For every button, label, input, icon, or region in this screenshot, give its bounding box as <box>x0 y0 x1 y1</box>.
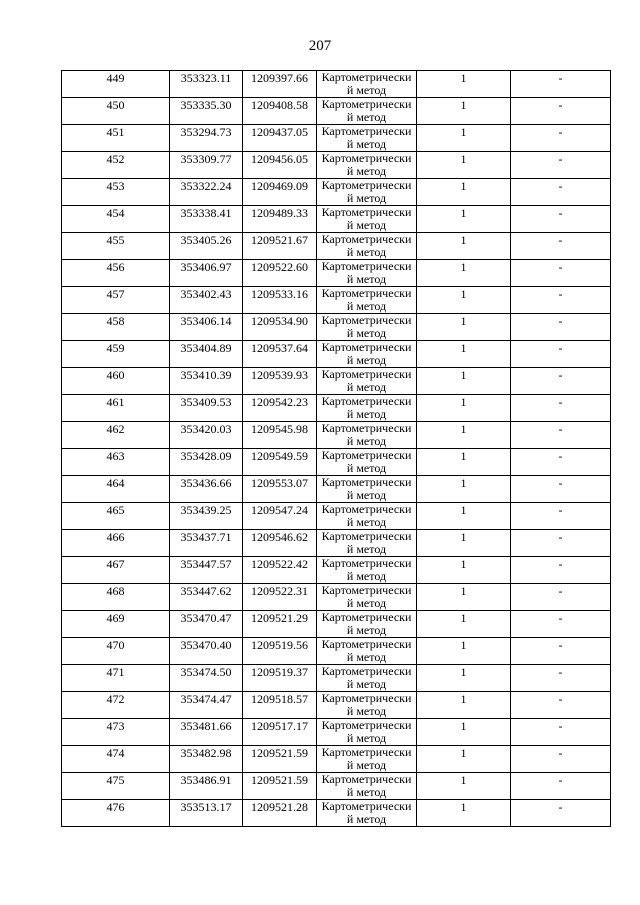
x-coordinate-cell: 353322.24 <box>170 179 243 206</box>
point-number-cell: 469 <box>62 611 170 638</box>
y-coordinate-cell: 1209521.59 <box>243 746 317 773</box>
table-row <box>62 638 611 665</box>
count-cell: 1 <box>417 314 511 341</box>
table-row <box>62 206 611 233</box>
method-label-line1: Картометрически <box>321 448 412 462</box>
dash-cell: - <box>511 179 611 206</box>
method-cell <box>317 584 417 611</box>
table-row <box>62 530 611 557</box>
x-coordinate-cell: 353309.77 <box>170 152 243 179</box>
x-coordinate-cell: 353481.66 <box>170 719 243 746</box>
method-label-line2: й метод <box>346 326 387 340</box>
method-label-line1: Картометрически <box>321 286 412 300</box>
x-coordinate-cell: 353437.71 <box>170 530 243 557</box>
count-cell: 1 <box>417 71 511 98</box>
count-cell: 1 <box>417 152 511 179</box>
y-coordinate-cell: 1209522.31 <box>243 584 317 611</box>
method-cell <box>317 98 417 125</box>
point-number-cell: 474 <box>62 746 170 773</box>
count-cell: 1 <box>417 260 511 287</box>
method-cell <box>317 503 417 530</box>
dash-cell: - <box>511 800 611 827</box>
x-coordinate-cell: 353470.47 <box>170 611 243 638</box>
y-coordinate-cell: 1209537.64 <box>243 341 317 368</box>
dash-cell: - <box>511 422 611 449</box>
point-number-cell: 458 <box>62 314 170 341</box>
dash-cell: - <box>511 71 611 98</box>
method-cell <box>317 152 417 179</box>
y-coordinate-cell: 1209489.33 <box>243 206 317 233</box>
y-coordinate-cell: 1209518.57 <box>243 692 317 719</box>
method-cell <box>317 71 417 98</box>
count-cell: 1 <box>417 719 511 746</box>
y-coordinate-cell: 1209547.24 <box>243 503 317 530</box>
point-number-cell: 468 <box>62 584 170 611</box>
count-cell: 1 <box>417 530 511 557</box>
method-label-line2: й метод <box>346 515 387 529</box>
dash-cell: - <box>511 719 611 746</box>
x-coordinate-cell: 353294.73 <box>170 125 243 152</box>
point-number-cell: 453 <box>62 179 170 206</box>
method-cell <box>317 638 417 665</box>
method-label-line2: й метод <box>346 623 387 637</box>
x-coordinate-cell: 353447.62 <box>170 584 243 611</box>
y-coordinate-cell: 1209519.56 <box>243 638 317 665</box>
table-row <box>62 98 611 125</box>
x-coordinate-cell: 353338.41 <box>170 206 243 233</box>
count-cell: 1 <box>417 611 511 638</box>
x-coordinate-cell: 353513.17 <box>170 800 243 827</box>
count-cell: 1 <box>417 206 511 233</box>
table-row <box>62 449 611 476</box>
method-label-line1: Картометрически <box>321 394 412 408</box>
method-label-line2: й метод <box>346 353 387 367</box>
count-cell: 1 <box>417 692 511 719</box>
count-cell: 1 <box>417 638 511 665</box>
method-label-line1: Картометрически <box>321 124 412 138</box>
method-label-line2: й метод <box>346 137 387 151</box>
method-label-line2: й метод <box>346 461 387 475</box>
method-label-line1: Картометрически <box>321 799 412 813</box>
x-coordinate-cell: 353439.25 <box>170 503 243 530</box>
point-number-cell: 464 <box>62 476 170 503</box>
y-coordinate-cell: 1209437.05 <box>243 125 317 152</box>
y-coordinate-cell: 1209521.29 <box>243 611 317 638</box>
dash-cell: - <box>511 530 611 557</box>
point-number-cell: 463 <box>62 449 170 476</box>
dash-cell: - <box>511 260 611 287</box>
method-label-line1: Картометрически <box>321 529 412 543</box>
count-cell: 1 <box>417 341 511 368</box>
method-label-line1: Картометрически <box>321 97 412 111</box>
table-row <box>62 341 611 368</box>
table-row <box>62 287 611 314</box>
y-coordinate-cell: 1209522.60 <box>243 260 317 287</box>
count-cell: 1 <box>417 665 511 692</box>
method-label-line2: й метод <box>346 407 387 421</box>
dash-cell: - <box>511 692 611 719</box>
table-row <box>62 665 611 692</box>
dash-cell: - <box>511 503 611 530</box>
point-number-cell: 467 <box>62 557 170 584</box>
method-label-line1: Картометрически <box>321 610 412 624</box>
dash-cell: - <box>511 449 611 476</box>
method-label-line1: Картометрически <box>321 151 412 165</box>
point-number-cell: 470 <box>62 638 170 665</box>
method-cell <box>317 746 417 773</box>
method-cell <box>317 665 417 692</box>
y-coordinate-cell: 1209517.17 <box>243 719 317 746</box>
method-label-line2: й метод <box>346 83 387 97</box>
table-row <box>62 611 611 638</box>
method-cell <box>317 179 417 206</box>
count-cell: 1 <box>417 125 511 152</box>
dash-cell: - <box>511 557 611 584</box>
y-coordinate-cell: 1209469.09 <box>243 179 317 206</box>
x-coordinate-cell: 353323.11 <box>170 71 243 98</box>
table-row <box>62 584 611 611</box>
point-number-cell: 452 <box>62 152 170 179</box>
method-label-line1: Картометрически <box>321 313 412 327</box>
method-label-line1: Картометрически <box>321 718 412 732</box>
method-label-line2: й метод <box>346 299 387 313</box>
method-label-line2: й метод <box>346 731 387 745</box>
table-row <box>62 314 611 341</box>
table-row <box>62 503 611 530</box>
method-label-line2: й метод <box>346 218 387 232</box>
method-cell <box>317 476 417 503</box>
dash-cell: - <box>511 476 611 503</box>
dash-cell: - <box>511 611 611 638</box>
method-label-line1: Картометрически <box>321 259 412 273</box>
y-coordinate-cell: 1209542.23 <box>243 395 317 422</box>
y-coordinate-cell: 1209534.90 <box>243 314 317 341</box>
point-number-cell: 450 <box>62 98 170 125</box>
method-label-line1: Картометрически <box>321 556 412 570</box>
method-cell <box>317 368 417 395</box>
point-number-cell: 466 <box>62 530 170 557</box>
count-cell: 1 <box>417 476 511 503</box>
method-label-line2: й метод <box>346 191 387 205</box>
x-coordinate-cell: 353404.89 <box>170 341 243 368</box>
point-number-cell: 461 <box>62 395 170 422</box>
table-row <box>62 422 611 449</box>
table-row <box>62 260 611 287</box>
x-coordinate-cell: 353436.66 <box>170 476 243 503</box>
method-label-line1: Картометрически <box>321 421 412 435</box>
method-label-line2: й метод <box>346 110 387 124</box>
x-coordinate-cell: 353428.09 <box>170 449 243 476</box>
page-number: 207 <box>308 38 332 54</box>
method-cell <box>317 557 417 584</box>
method-label-line1: Картометрически <box>321 367 412 381</box>
dash-cell: - <box>511 98 611 125</box>
method-label-line2: й метод <box>346 542 387 556</box>
method-cell <box>317 206 417 233</box>
count-cell: 1 <box>417 98 511 125</box>
table-row <box>62 179 611 206</box>
method-label-line2: й метод <box>346 650 387 664</box>
y-coordinate-cell: 1209549.59 <box>243 449 317 476</box>
method-label-line1: Картометрически <box>321 664 412 678</box>
method-label-line2: й метод <box>346 596 387 610</box>
method-label-line1: Картометрически <box>321 691 412 705</box>
method-label-line2: й метод <box>346 812 387 826</box>
count-cell: 1 <box>417 179 511 206</box>
y-coordinate-cell: 1209521.67 <box>243 233 317 260</box>
point-number-cell: 476 <box>62 800 170 827</box>
point-number-cell: 454 <box>62 206 170 233</box>
count-cell: 1 <box>417 422 511 449</box>
coordinates-table <box>61 70 611 827</box>
count-cell: 1 <box>417 773 511 800</box>
y-coordinate-cell: 1209519.37 <box>243 665 317 692</box>
table-row <box>62 719 611 746</box>
table-row <box>62 692 611 719</box>
x-coordinate-cell: 353335.30 <box>170 98 243 125</box>
table-row <box>62 773 611 800</box>
dash-cell: - <box>511 125 611 152</box>
dash-cell: - <box>511 152 611 179</box>
count-cell: 1 <box>417 368 511 395</box>
x-coordinate-cell: 353406.14 <box>170 314 243 341</box>
method-label-line2: й метод <box>346 164 387 178</box>
method-label-line1: Картометрически <box>321 583 412 597</box>
dash-cell: - <box>511 665 611 692</box>
point-number-cell: 460 <box>62 368 170 395</box>
method-label-line1: Картометрически <box>321 637 412 651</box>
method-cell <box>317 287 417 314</box>
point-number-cell: 455 <box>62 233 170 260</box>
y-coordinate-cell: 1209545.98 <box>243 422 317 449</box>
count-cell: 1 <box>417 800 511 827</box>
dash-cell: - <box>511 395 611 422</box>
x-coordinate-cell: 353409.53 <box>170 395 243 422</box>
table-row <box>62 476 611 503</box>
method-label-line1: Картометрически <box>321 340 412 354</box>
method-cell <box>317 719 417 746</box>
y-coordinate-cell: 1209521.59 <box>243 773 317 800</box>
method-label-line1: Картометрически <box>321 745 412 759</box>
method-label-line2: й метод <box>346 758 387 772</box>
point-number-cell: 459 <box>62 341 170 368</box>
point-number-cell: 471 <box>62 665 170 692</box>
method-label-line1: Картометрически <box>321 502 412 516</box>
point-number-cell: 472 <box>62 692 170 719</box>
point-number-cell: 462 <box>62 422 170 449</box>
method-cell <box>317 692 417 719</box>
x-coordinate-cell: 353405.26 <box>170 233 243 260</box>
table-row <box>62 395 611 422</box>
y-coordinate-cell: 1209521.28 <box>243 800 317 827</box>
method-cell <box>317 530 417 557</box>
method-label-line1: Картометрически <box>321 475 412 489</box>
x-coordinate-cell: 353482.98 <box>170 746 243 773</box>
y-coordinate-cell: 1209456.05 <box>243 152 317 179</box>
dash-cell: - <box>511 314 611 341</box>
dash-cell: - <box>511 584 611 611</box>
dash-cell: - <box>511 746 611 773</box>
method-cell <box>317 314 417 341</box>
count-cell: 1 <box>417 503 511 530</box>
method-label-line1: Картометрически <box>321 178 412 192</box>
method-cell <box>317 341 417 368</box>
dash-cell: - <box>511 341 611 368</box>
count-cell: 1 <box>417 395 511 422</box>
method-label-line2: й метод <box>346 569 387 583</box>
y-coordinate-cell: 1209408.58 <box>243 98 317 125</box>
method-label-line2: й метод <box>346 785 387 799</box>
method-cell <box>317 422 417 449</box>
point-number-cell: 451 <box>62 125 170 152</box>
point-number-cell: 475 <box>62 773 170 800</box>
count-cell: 1 <box>417 746 511 773</box>
x-coordinate-cell: 353406.97 <box>170 260 243 287</box>
dash-cell: - <box>511 287 611 314</box>
method-cell <box>317 611 417 638</box>
method-label-line2: й метод <box>346 272 387 286</box>
method-label-line2: й метод <box>346 704 387 718</box>
point-number-cell: 473 <box>62 719 170 746</box>
x-coordinate-cell: 353486.91 <box>170 773 243 800</box>
count-cell: 1 <box>417 557 511 584</box>
method-cell <box>317 773 417 800</box>
count-cell: 1 <box>417 449 511 476</box>
y-coordinate-cell: 1209533.16 <box>243 287 317 314</box>
table-body <box>62 71 611 827</box>
dash-cell: - <box>511 773 611 800</box>
point-number-cell: 457 <box>62 287 170 314</box>
y-coordinate-cell: 1209522.42 <box>243 557 317 584</box>
method-cell <box>317 449 417 476</box>
x-coordinate-cell: 353402.43 <box>170 287 243 314</box>
count-cell: 1 <box>417 287 511 314</box>
y-coordinate-cell: 1209553.07 <box>243 476 317 503</box>
x-coordinate-cell: 353470.40 <box>170 638 243 665</box>
dash-cell: - <box>511 206 611 233</box>
dash-cell: - <box>511 638 611 665</box>
method-label-line1: Картометрически <box>321 232 412 246</box>
x-coordinate-cell: 353474.50 <box>170 665 243 692</box>
table-row <box>62 746 611 773</box>
dash-cell: - <box>511 368 611 395</box>
table-row <box>62 368 611 395</box>
x-coordinate-cell: 353410.39 <box>170 368 243 395</box>
table-row <box>62 557 611 584</box>
method-label-line2: й метод <box>346 488 387 502</box>
method-cell <box>317 260 417 287</box>
table-row <box>62 71 611 98</box>
method-label-line2: й метод <box>346 245 387 259</box>
method-label-line1: Картометрически <box>321 772 412 786</box>
x-coordinate-cell: 353420.03 <box>170 422 243 449</box>
method-cell <box>317 800 417 827</box>
method-cell <box>317 395 417 422</box>
y-coordinate-cell: 1209397.66 <box>243 71 317 98</box>
point-number-cell: 449 <box>62 71 170 98</box>
method-cell <box>317 125 417 152</box>
count-cell: 1 <box>417 233 511 260</box>
x-coordinate-cell: 353447.57 <box>170 557 243 584</box>
method-cell <box>317 233 417 260</box>
point-number-cell: 465 <box>62 503 170 530</box>
x-coordinate-cell: 353474.47 <box>170 692 243 719</box>
method-label-line1: Картометрически <box>321 70 412 84</box>
dash-cell: - <box>511 233 611 260</box>
y-coordinate-cell: 1209539.93 <box>243 368 317 395</box>
method-label-line2: й метод <box>346 677 387 691</box>
count-cell: 1 <box>417 584 511 611</box>
method-label-line1: Картометрически <box>321 205 412 219</box>
method-label-line2: й метод <box>346 380 387 394</box>
table-row <box>62 152 611 179</box>
method-label-line2: й метод <box>346 434 387 448</box>
table-row <box>62 233 611 260</box>
table-row <box>62 800 611 827</box>
table-row <box>62 125 611 152</box>
point-number-cell: 456 <box>62 260 170 287</box>
y-coordinate-cell: 1209546.62 <box>243 530 317 557</box>
